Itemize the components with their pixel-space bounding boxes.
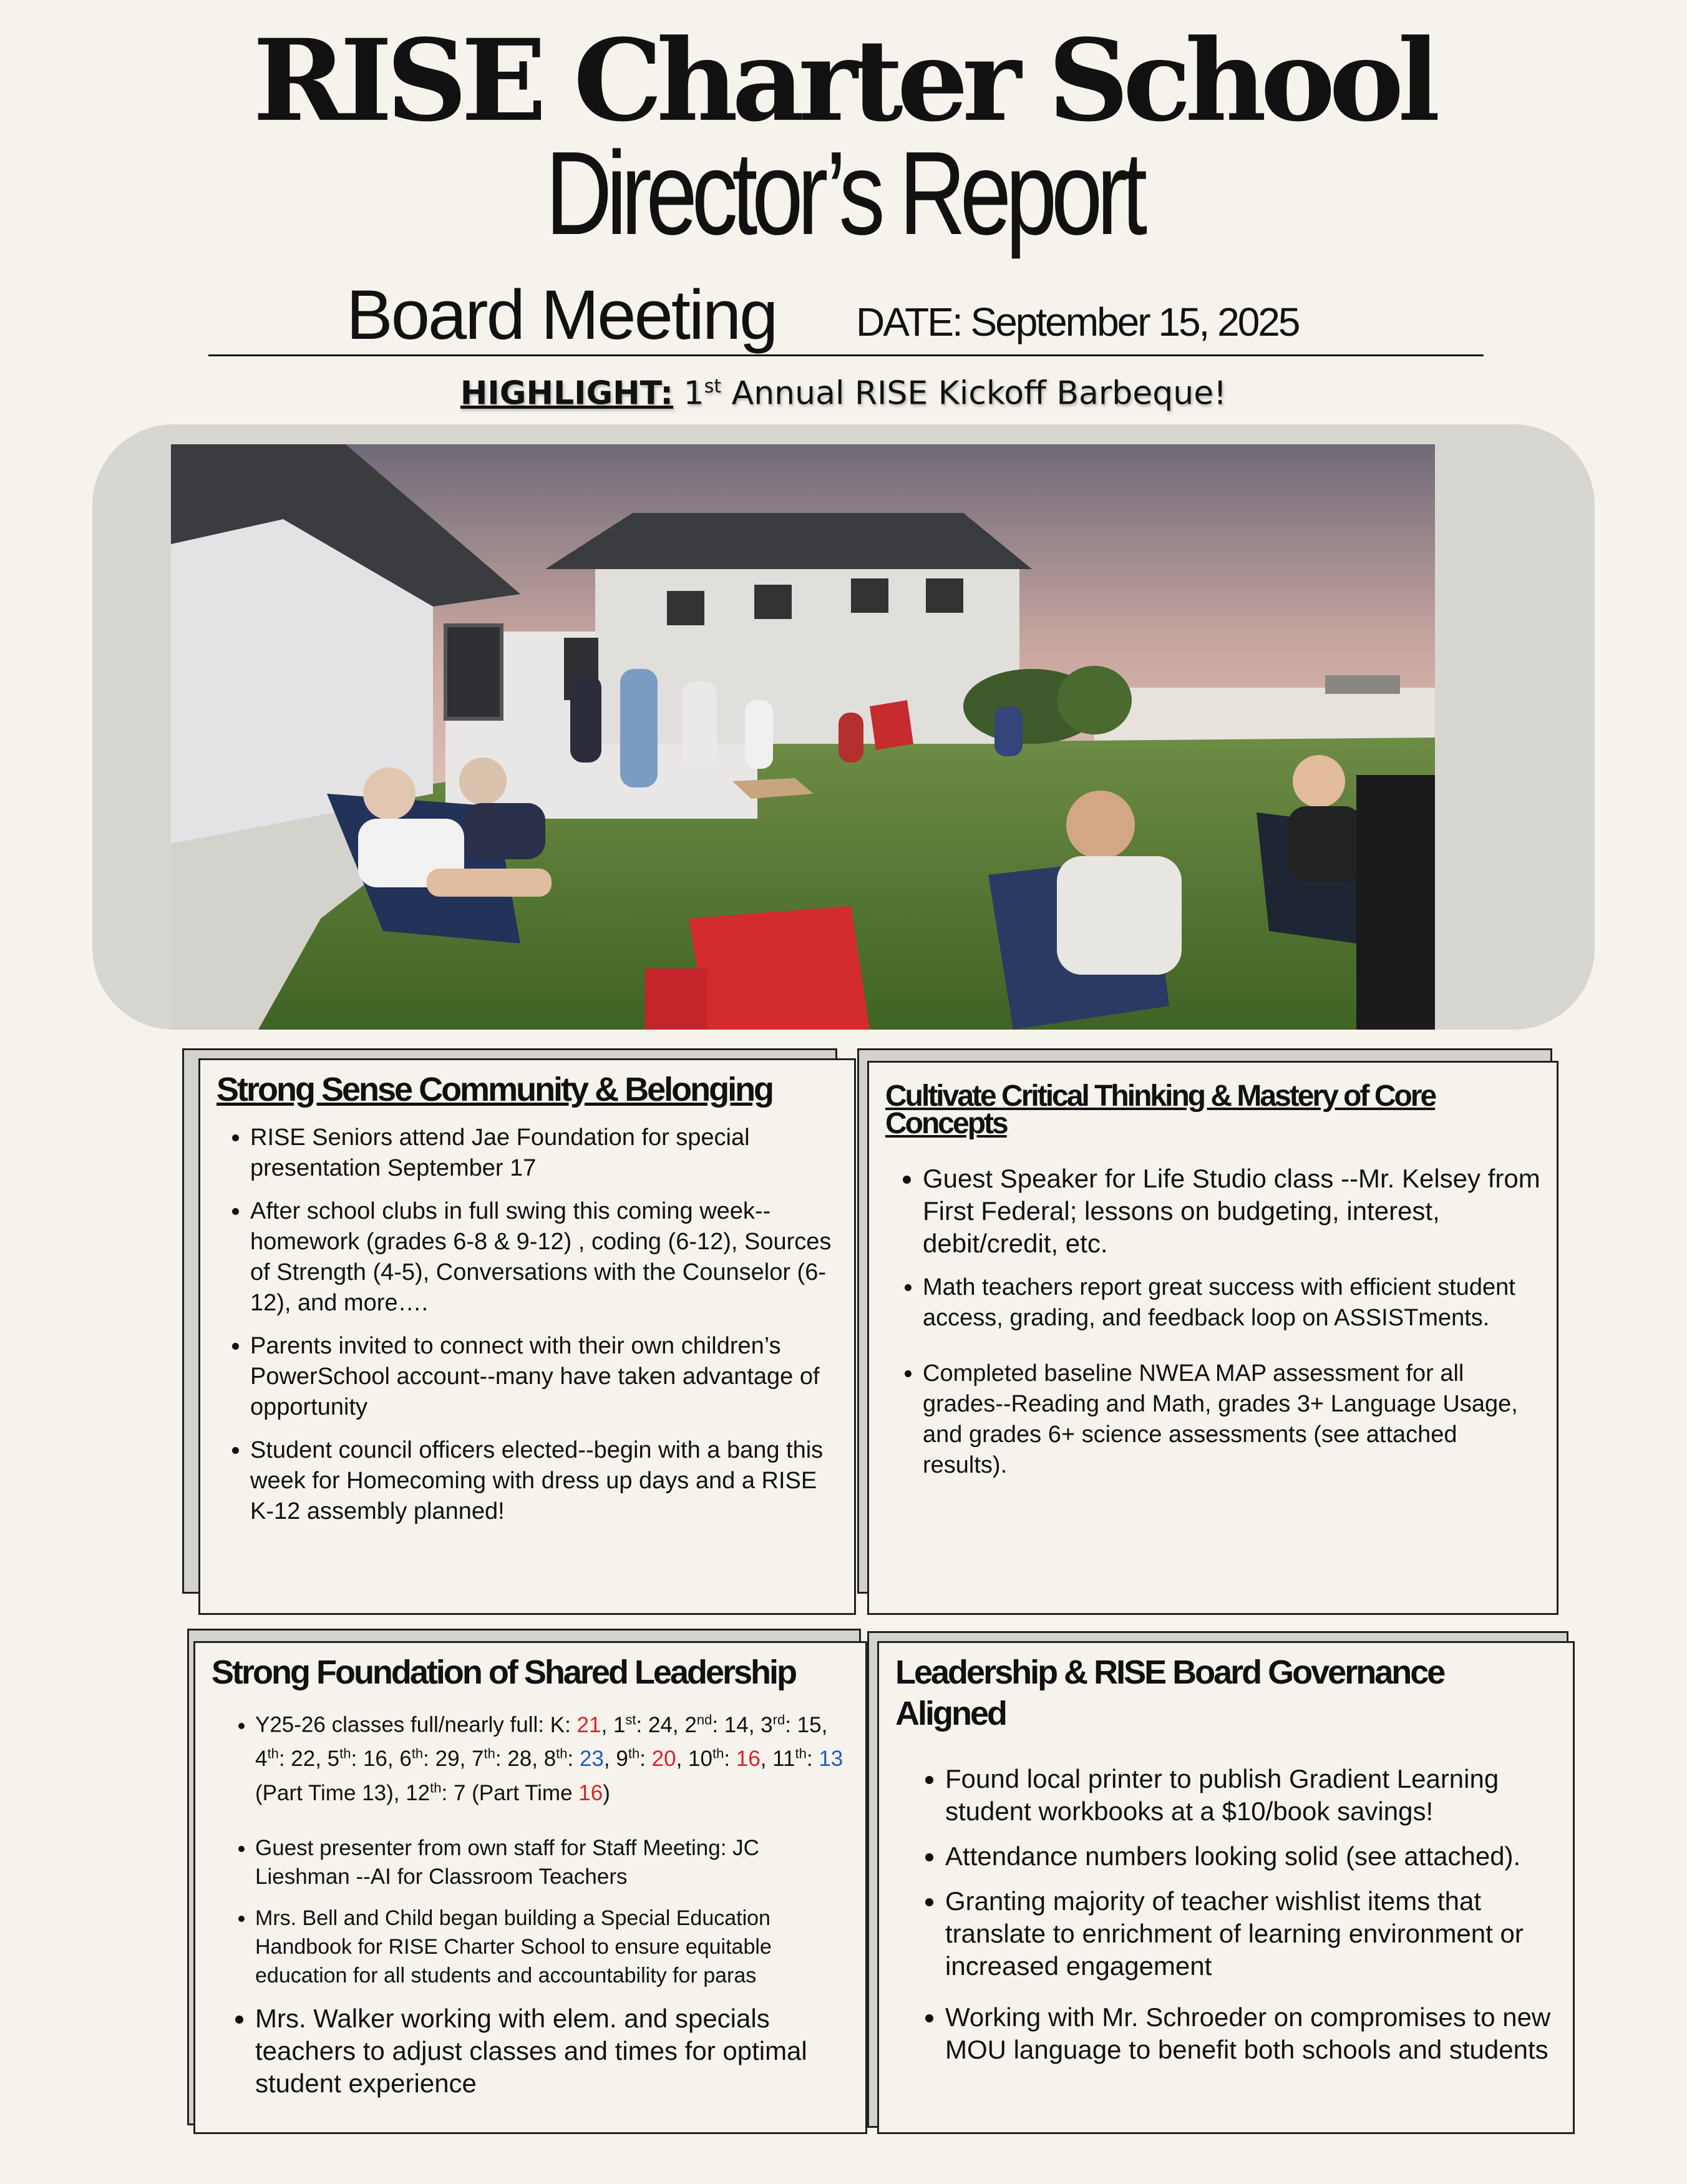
class-grade-suffix: th <box>628 1745 640 1762</box>
class-grade-suffix: st <box>625 1712 636 1727</box>
highlight-line <box>0 363 1687 417</box>
community-item: • After school clubs in full swing this coming week--homework (grades 6-8 & 9-12) , coding (6-12), Sources of Strength (4-5), Conversations with the Counselor (6-12), and more…. <box>250 1196 838 1319</box>
class-count: 28 <box>507 1747 532 1772</box>
class-grade-suffix: th <box>339 1745 351 1762</box>
class-grade-suffix: th <box>795 1745 807 1762</box>
class-enrollment-intro: Y25-26 classes full/nearly full: <box>255 1712 550 1737</box>
governance-item: • Working with Mr. Schroeder on compromises to new MOU language to benefit both schools and students <box>945 2001 1557 2066</box>
class-count: 24 <box>648 1712 673 1737</box>
critical-card <box>867 1061 1558 1615</box>
class-grade: 9 <box>616 1747 628 1772</box>
class-grade-suffix: nd <box>696 1712 712 1727</box>
critical-item: • Math teachers report great success with efficient student access, grading, and feedback loop on ASSISTments. <box>923 1272 1540 1333</box>
class-enrollment-list: K: 21, 1st: 24, 2nd: 14, 3rd: 15, 4th: 22, 5th: 16, 6th: 29, 7th: 28, 8th: 23, 9th: 20, 10th: 16, 11th: 13 (Part Time 13), 12th: 7 (Part Time 16) <box>255 1712 843 1805</box>
leadership-card <box>193 1641 867 2134</box>
governance-item: • Found local printer to publish Gradient Learning student workbooks at a $10/book savings! <box>945 1763 1557 1828</box>
meeting-date: DATE: September 15, 2025 <box>856 300 1299 344</box>
class-part-time-count: 16 <box>578 1780 603 1805</box>
class-grade-suffix: th <box>411 1745 424 1762</box>
header-divider <box>208 354 1484 356</box>
class-count: 22 <box>291 1747 316 1772</box>
class-grade-suffix: th <box>267 1745 279 1762</box>
leadership-item: • Guest presenter from own staff for Staff Meeting: JC Lieshman --AI for Classroom Teachers <box>255 1834 849 1891</box>
governance-card <box>877 1641 1575 2134</box>
governance-item: • Granting majority of teacher wishlist items that translate to enrichment of learning environment or increased engagement <box>945 1885 1557 1982</box>
community-card <box>198 1058 856 1615</box>
class-count: 15 <box>797 1712 822 1737</box>
class-count: 16 <box>362 1747 387 1772</box>
community-item: • RISE Seniors attend Jae Foundation for special presentation September 17 <box>250 1123 838 1184</box>
governance-list <box>895 1763 1557 2066</box>
critical-list <box>885 1163 1540 1481</box>
class-count: 14 <box>724 1712 749 1737</box>
class-count: 7 <box>453 1780 466 1805</box>
class-grade: 4 <box>255 1747 268 1772</box>
class-grade-suffix: th <box>556 1745 568 1762</box>
class-count: 20 <box>651 1747 676 1772</box>
barbeque-photo <box>171 444 1435 1030</box>
leadership-heading: Strong Foundation of Shared Leadership <box>211 1654 796 1691</box>
governance-heading: Leadership & RISE Board Governance Aligned <box>895 1654 1444 1732</box>
class-count: 21 <box>576 1712 601 1737</box>
class-grade: K <box>550 1712 565 1737</box>
meeting-label: Board Meeting <box>346 276 777 354</box>
class-count: 23 <box>579 1747 604 1772</box>
community-list <box>216 1123 838 1527</box>
class-grade: 3 <box>761 1712 773 1737</box>
highlight-label: HIGHLIGHT: <box>460 374 674 412</box>
leadership-item: • Mrs. Bell and Child began building a Special Education Handbook for RISE Charter School to ensure equitable education for all students and accountability for paras <box>255 1904 849 1990</box>
class-grade: 11 <box>772 1747 795 1772</box>
leadership-list <box>211 1705 849 2100</box>
school-title: RISE Charter School <box>253 15 1434 147</box>
class-count: 16 <box>736 1747 761 1772</box>
class-grade-suffix: th <box>712 1745 724 1762</box>
highlight-sup: st <box>704 376 722 397</box>
leadership-item: • Mrs. Walker working with elem. and specials teachers to adjust classes and times for optimal student experience <box>255 2002 849 2100</box>
class-grade-suffix: rd <box>772 1712 785 1727</box>
report-title: Director’s Report <box>545 127 1142 260</box>
highlight-text-pre: 1 <box>683 374 704 412</box>
class-grade: 12 <box>406 1780 430 1805</box>
class-grade: 7 <box>472 1747 484 1772</box>
class-grade: 5 <box>327 1747 340 1772</box>
class-grade-suffix: th <box>430 1780 442 1796</box>
class-grade: 6 <box>399 1747 412 1772</box>
class-grade: 2 <box>684 1712 697 1737</box>
class-count: 13 <box>819 1747 843 1772</box>
class-enrollment-item <box>255 1705 849 1808</box>
class-count: 29 <box>435 1747 460 1772</box>
critical-item: • Completed baseline NWEA MAP assessment for all grades--Reading and Math, grades 3+ Language Usage, and grades 6+ science assessments (see attached results). <box>923 1358 1540 1481</box>
community-item: • Student council officers elected--begin with a bang this week for Homecoming with dress up days and a RISE K-12 assembly planned! <box>250 1435 838 1527</box>
class-grade-suffix: th <box>484 1745 495 1762</box>
community-item: • Parents invited to connect with their own children’s PowerSchool account--many have taken advantage of opportunity <box>250 1331 838 1423</box>
community-heading: Strong Sense Community & Belonging <box>216 1071 773 1108</box>
class-grade: 8 <box>543 1747 557 1772</box>
governance-item: • Attendance numbers looking solid (see attached). <box>945 1840 1557 1873</box>
highlight-text-post: Annual RISE Kickoff Barbeque! <box>721 374 1227 412</box>
class-part-time: (Part Time 13) <box>255 1780 394 1805</box>
class-grade: 1 <box>613 1712 626 1737</box>
critical-heading: Cultivate Critical Thinking & Mastery of Core Concepts <box>885 1080 1436 1140</box>
class-grade: 10 <box>688 1747 712 1772</box>
critical-item: • Guest Speaker for Life Studio class --Mr. Kelsey from First Federal; lessons on budgeting, interest, debit/credit, etc. <box>923 1163 1540 1260</box>
